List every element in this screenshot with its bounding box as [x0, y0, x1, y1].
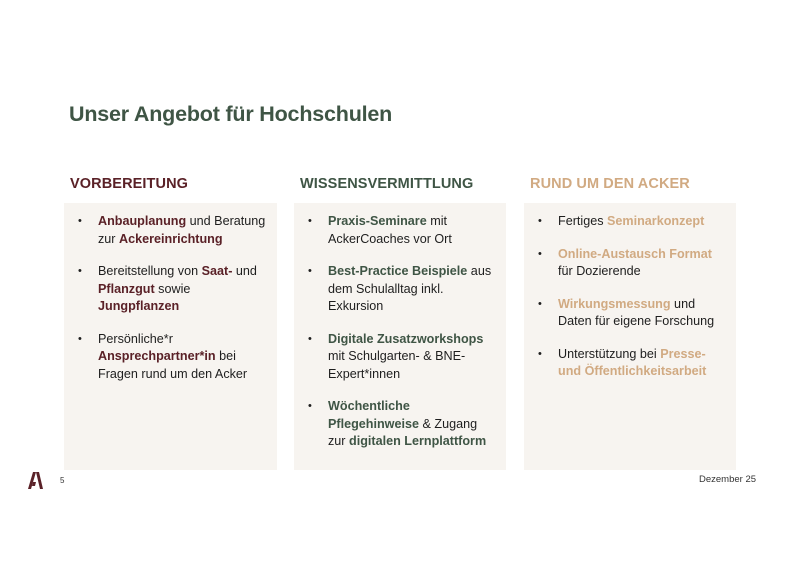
body-text: mit AckerCoaches vor Ort: [328, 214, 452, 246]
list-item: [538, 346, 726, 381]
highlight-text: Saat-: [201, 264, 233, 278]
highlight-text: Pflanzgut: [98, 281, 155, 296]
column-box-wissensvermittlung: [294, 203, 506, 470]
bullet-list: [308, 213, 496, 451]
body-text: sowie: [154, 281, 191, 296]
list-item: [538, 246, 726, 281]
bullet-list: [538, 213, 726, 381]
bullet-icon: •: [538, 347, 542, 360]
list-item: [538, 213, 726, 231]
highlight-text: digitalen Lernplattform: [349, 434, 487, 448]
body-text: aus dem Schulalltag inkl. Exkursion: [328, 264, 492, 313]
bullet-icon: •: [308, 265, 312, 277]
list-item: [308, 263, 496, 316]
highlight-text: Online-Austausch Format: [558, 246, 712, 261]
highlight-text: Presse- und Öffentlichkeitsarbeit: [558, 346, 707, 378]
list-item: [78, 213, 267, 248]
list-item: [78, 331, 267, 384]
list-item: [78, 263, 267, 316]
bullet-icon: •: [78, 332, 82, 345]
highlight-text: Seminarkonzept: [607, 214, 705, 228]
body-text: mit Schulgarten- & BNE-Expert*innen: [328, 349, 466, 381]
acker-logo-icon: [26, 472, 44, 489]
highlight-text: Ackereinrichtung: [119, 231, 223, 246]
slide-title: Unser Angebot für Hochschulen: [69, 102, 393, 126]
bullet-icon: •: [78, 215, 82, 227]
bullet-icon: •: [308, 332, 312, 345]
body-text: bei Fragen rund um den Acker: [98, 349, 248, 381]
page-number: 5: [60, 476, 65, 485]
highlight-text: Anbauplanung: [98, 214, 187, 228]
column-heading-vorbereitung: VORBEREITUNG: [70, 176, 189, 192]
bullet-list: [78, 213, 267, 383]
bullet-icon: •: [308, 400, 312, 412]
list-item: [308, 213, 496, 248]
body-text: und Daten für eigene Forschung: [558, 296, 715, 328]
highlight-text: Jungpflanzen: [98, 299, 180, 313]
bullet-icon: •: [538, 297, 542, 310]
list-item: [538, 296, 726, 331]
body-text: Fertiges: [558, 214, 607, 228]
body-text: Bereitstellung von: [98, 264, 202, 278]
body-text: und Beratung zur: [98, 214, 266, 246]
bullet-icon: •: [78, 265, 82, 277]
body-text: für Dozierende: [558, 264, 641, 278]
bullet-icon: •: [538, 247, 542, 260]
bullet-icon: •: [538, 215, 542, 227]
body-text: Persönliche*r: [98, 331, 173, 346]
column-box-vorbereitung: [64, 203, 277, 470]
highlight-text: Wöchentliche Pflegehinweise: [328, 399, 419, 431]
body-text: Unterstützung bei: [558, 346, 661, 361]
footer-date: Dezember 25: [699, 474, 757, 485]
bullet-icon: •: [308, 215, 312, 227]
body-text: & Zugang zur: [328, 416, 478, 448]
highlight-text: Best-Practice Beispiele: [328, 264, 468, 278]
list-item: [308, 398, 496, 451]
list-item: [308, 331, 496, 384]
highlight-text: Praxis-Seminare: [328, 214, 427, 228]
column-heading-wissensvermittlung: WISSENSVERMITTLUNG: [300, 176, 474, 192]
highlight-text: Ansprechpartner*in: [98, 349, 216, 363]
highlight-text: Wirkungsmessung: [558, 296, 671, 311]
column-box-rund-um-den-acker: [524, 203, 736, 470]
body-text: und: [232, 264, 257, 278]
highlight-text: Digitale Zusatzworkshops: [328, 331, 484, 346]
column-heading-rund-um-den-acker: RUND UM DEN ACKER: [530, 176, 690, 192]
